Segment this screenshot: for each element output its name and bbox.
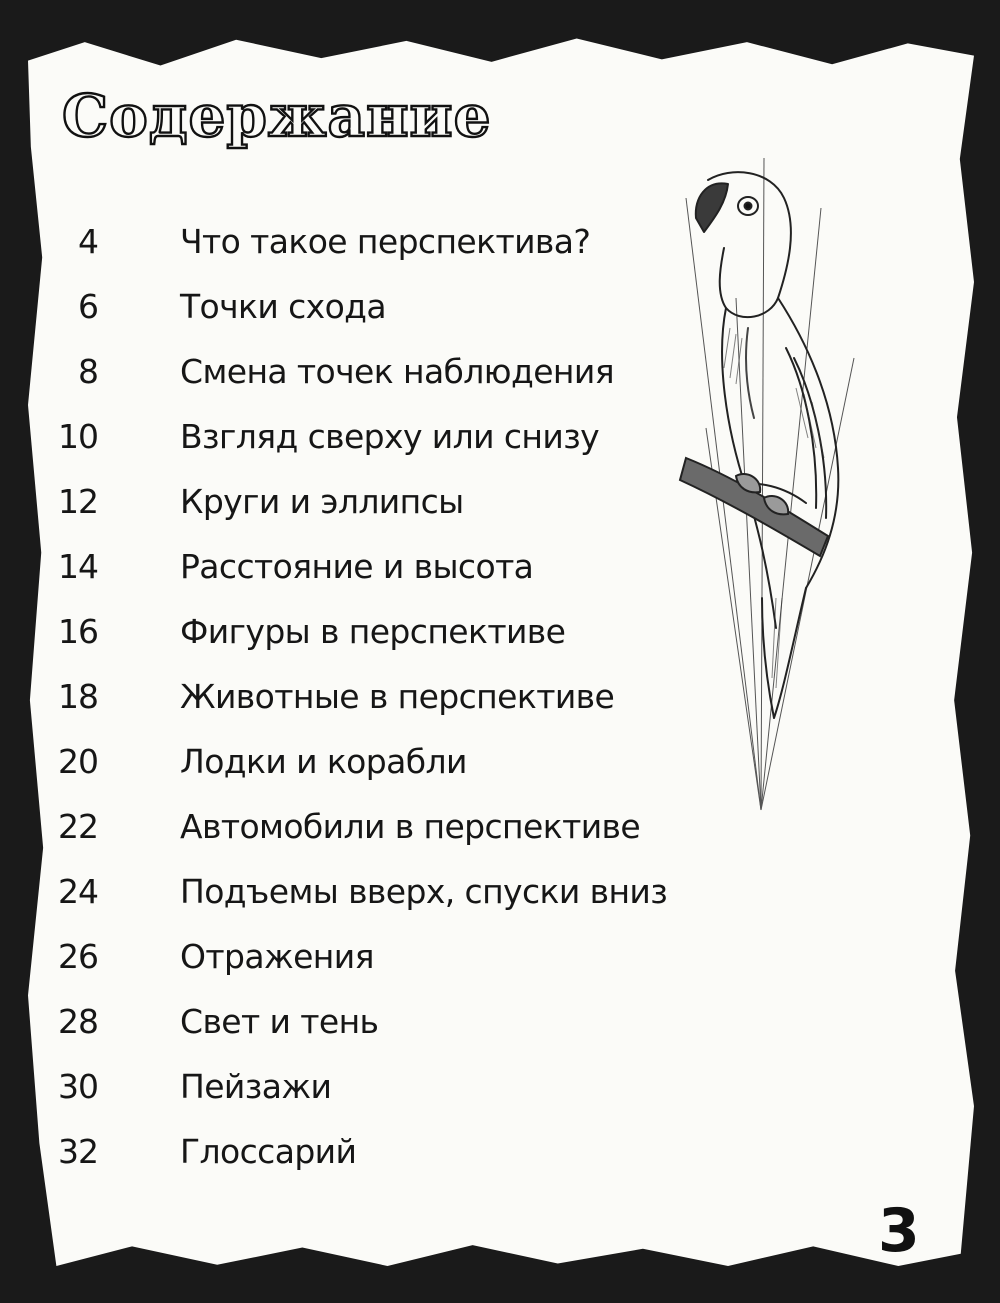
toc-item-title: Смена точек наблюдения bbox=[180, 352, 614, 391]
toc-item-title: Фигуры в перспективе bbox=[180, 612, 566, 651]
toc-item-title: Животные в перспективе bbox=[180, 677, 615, 716]
toc-page-number: 12 bbox=[58, 482, 98, 521]
toc-page-number: 8 bbox=[78, 352, 98, 391]
toc-item-title: Отражения bbox=[180, 937, 374, 976]
toc-page-number: 6 bbox=[78, 287, 98, 326]
toc-item[interactable] bbox=[0, 937, 680, 997]
toc-page-number: 4 bbox=[78, 222, 98, 261]
toc-item[interactable] bbox=[0, 742, 680, 802]
toc-item[interactable] bbox=[0, 1002, 680, 1062]
toc-item[interactable] bbox=[0, 677, 680, 737]
toc-item-title: Пейзажи bbox=[180, 1067, 332, 1106]
toc-page-number: 30 bbox=[58, 1067, 98, 1106]
toc-page-number: 14 bbox=[58, 547, 98, 586]
toc-item[interactable] bbox=[0, 1132, 680, 1192]
toc-page-number: 26 bbox=[58, 937, 98, 976]
toc-item[interactable] bbox=[0, 612, 680, 672]
toc-item-title: Свет и тень bbox=[180, 1002, 379, 1041]
toc-item-title: Расстояние и высота bbox=[180, 547, 534, 586]
toc-item[interactable] bbox=[0, 1067, 680, 1127]
toc-page-number: 32 bbox=[58, 1132, 98, 1171]
toc-page-number: 24 bbox=[58, 872, 98, 911]
toc-item-title: Точки схода bbox=[180, 287, 387, 326]
toc-item[interactable] bbox=[0, 807, 680, 867]
toc-item-title: Взгляд сверху или снизу bbox=[180, 417, 600, 456]
toc-page-number: 28 bbox=[58, 1002, 98, 1041]
toc-page-number: 22 bbox=[58, 807, 98, 846]
toc-item-title: Лодки и корабли bbox=[180, 742, 467, 781]
toc-item[interactable] bbox=[0, 287, 680, 347]
toc-page-number: 20 bbox=[58, 742, 98, 781]
toc-item[interactable] bbox=[0, 352, 680, 412]
parrot-perspective-sketch-icon bbox=[676, 158, 876, 818]
toc-item[interactable] bbox=[0, 547, 680, 607]
toc-item[interactable] bbox=[0, 872, 680, 932]
toc-item-title: Подъемы вверх, спуски вниз bbox=[180, 872, 668, 911]
toc-item-title: Круги и эллипсы bbox=[180, 482, 464, 521]
toc-page-number: 16 bbox=[58, 612, 98, 651]
toc-item-title: Автомобили в перспективе bbox=[180, 807, 641, 846]
toc-item-title: Глоссарий bbox=[180, 1132, 357, 1171]
toc-page-number: 18 bbox=[58, 677, 98, 716]
toc-item[interactable] bbox=[0, 482, 680, 542]
toc-page-number: 10 bbox=[58, 417, 98, 456]
page-number: 3 bbox=[878, 1196, 920, 1266]
toc-item[interactable] bbox=[0, 222, 680, 282]
toc-item-title: Что такое перспектива? bbox=[180, 222, 591, 261]
toc-item[interactable] bbox=[0, 417, 680, 477]
page-title: Содержание bbox=[62, 82, 492, 150]
